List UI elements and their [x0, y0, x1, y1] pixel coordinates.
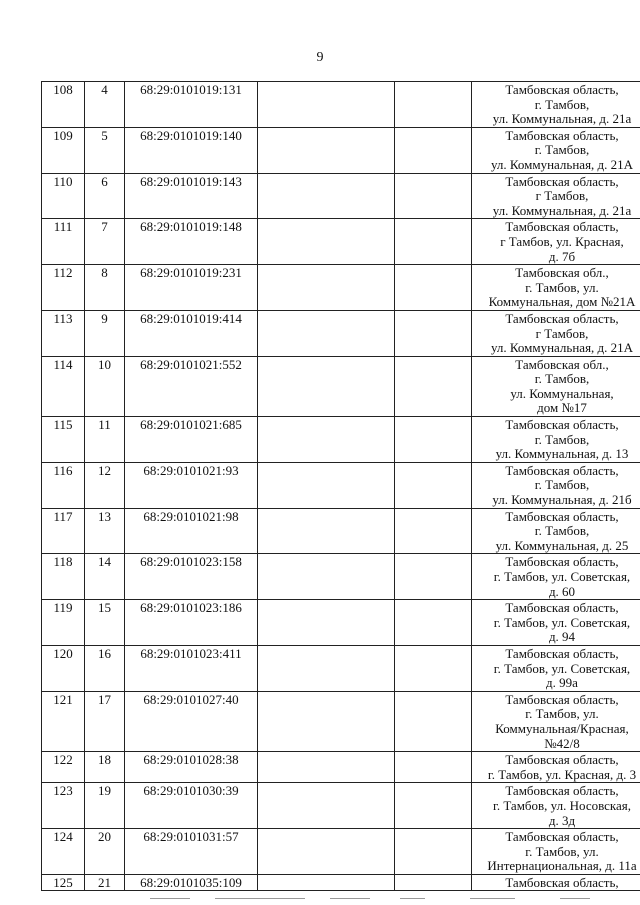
address-line: Тамбовская область,	[505, 462, 619, 478]
table-row	[42, 829, 640, 875]
empty-cell	[395, 829, 472, 875]
empty-cell	[258, 462, 395, 508]
empty-cell	[258, 874, 395, 891]
row-number-cell: 117	[42, 508, 85, 554]
sub-number-cell: 12	[85, 462, 125, 508]
address-line: ул. Коммунальная,	[510, 385, 614, 401]
address-line: г. Тамбов, ул. Советская,	[493, 569, 631, 584]
address-line: г. Тамбов,	[534, 142, 590, 158]
empty-cell	[258, 600, 395, 646]
cadastral-number-cell: 68:29:0101023:158	[125, 554, 258, 600]
cadastral-number-cell: 68:29:0101028:38	[125, 752, 258, 783]
row-number-cell: 124	[42, 829, 85, 875]
address-line: д. 99а	[546, 675, 578, 691]
empty-cell	[258, 554, 395, 600]
table-row	[42, 508, 640, 554]
address-line: Тамбовская область,	[505, 691, 619, 707]
address-line: Тамбовская область,	[505, 127, 619, 143]
land-plots-table	[41, 81, 640, 891]
address-cell	[472, 508, 640, 554]
empty-cell	[258, 645, 395, 691]
table-row	[42, 173, 640, 219]
empty-cell	[258, 265, 395, 311]
row-number-cell: 111	[42, 219, 85, 265]
address-cell	[472, 645, 640, 691]
row-number-cell: 120	[42, 645, 85, 691]
address-line: ул. Коммунальная, д. 21б	[492, 492, 632, 508]
address-line: №42/8	[544, 735, 580, 751]
empty-cell	[258, 219, 395, 265]
cadastral-number-cell: 68:29:0101023:411	[125, 645, 258, 691]
empty-cell	[395, 356, 472, 416]
table-row	[42, 127, 640, 173]
sub-number-cell: 7	[85, 219, 125, 265]
sub-number-cell: 15	[85, 600, 125, 646]
empty-cell	[395, 874, 472, 891]
cadastral-number-cell: 68:29:0101035:109	[125, 874, 258, 891]
address-cell	[472, 127, 640, 173]
empty-cell	[395, 417, 472, 463]
address-cell	[472, 82, 640, 128]
table-row	[42, 219, 640, 265]
row-number-cell: 109	[42, 127, 85, 173]
sub-number-cell: 17	[85, 691, 125, 751]
sub-number-cell: 5	[85, 127, 125, 173]
table-row	[42, 265, 640, 311]
address-cell	[472, 219, 640, 265]
sub-number-cell: 4	[85, 82, 125, 128]
address-cell	[472, 874, 640, 891]
sub-number-cell: 11	[85, 417, 125, 463]
empty-cell	[258, 783, 395, 829]
address-line: Тамбовская область,	[505, 554, 619, 570]
row-number-cell: 113	[42, 310, 85, 356]
table-row	[42, 356, 640, 416]
row-number-cell: 108	[42, 82, 85, 128]
sub-number-cell: 19	[85, 783, 125, 829]
table-row	[42, 310, 640, 356]
address-line: дом №17	[537, 400, 587, 416]
address-line: Тамбовская область,	[505, 173, 619, 189]
address-line: ул. Коммунальная, д. 13	[495, 446, 629, 462]
address-line: ул. Коммунальная, д. 25	[495, 537, 629, 553]
empty-cell	[258, 310, 395, 356]
table-row	[42, 417, 640, 463]
page-number: 9	[316, 50, 324, 65]
address-line: Тамбовская область,	[505, 645, 619, 661]
address-line: д. 7б	[548, 248, 576, 264]
address-line: г. Тамбов, ул. Красная, д. 3	[487, 766, 637, 782]
cadastral-number-cell: 68:29:0101030:39	[125, 783, 258, 829]
address-line: г. Тамбов, ул.	[525, 279, 599, 295]
sub-number-cell: 20	[85, 829, 125, 875]
cadastral-number-cell: 68:29:0101031:57	[125, 829, 258, 875]
address-cell	[472, 752, 640, 783]
address-line: д. 60	[548, 583, 576, 599]
sub-number-cell: 9	[85, 310, 125, 356]
address-line: Интернациональная, д. 11а	[487, 858, 637, 874]
row-number-cell: 119	[42, 600, 85, 646]
address-cell	[472, 265, 640, 311]
address-line: г. Тамбов,	[534, 431, 590, 447]
address-line: Тамбовская обл.,	[515, 356, 609, 372]
address-line: Тамбовская область,	[505, 508, 619, 524]
address-line: д. 94	[548, 629, 576, 645]
cadastral-number-cell: 68:29:0101019:140	[125, 127, 258, 173]
table-row	[42, 874, 640, 891]
empty-cell	[395, 127, 472, 173]
address-line: Тамбовская область,	[505, 829, 619, 845]
cadastral-number-cell: 68:29:0101021:552	[125, 356, 258, 416]
address-line: г. Тамбов, ул.	[525, 843, 599, 859]
address-line: Тамбовская область,	[505, 219, 619, 235]
empty-cell	[395, 82, 472, 128]
table-body	[42, 82, 640, 891]
sub-number-cell: 8	[85, 265, 125, 311]
cadastral-number-cell: 68:29:0101019:148	[125, 219, 258, 265]
cadastral-number-cell: 68:29:0101019:414	[125, 310, 258, 356]
cadastral-number-cell: 68:29:0101019:231	[125, 265, 258, 311]
address-line: Тамбовская область,	[505, 82, 619, 97]
table-row	[42, 691, 640, 751]
empty-cell	[395, 265, 472, 311]
row-number-cell: 115	[42, 417, 85, 463]
empty-cell	[258, 752, 395, 783]
address-line: Тамбовская область,	[505, 783, 619, 799]
address-line: г. Тамбов, ул. Советская,	[493, 660, 631, 676]
address-line: д. 3д	[548, 812, 576, 828]
address-line: Тамбовская область,	[505, 752, 619, 768]
empty-cell	[258, 173, 395, 219]
address-line: г. Тамбов, ул. Советская,	[493, 614, 631, 630]
address-line: г Тамбов, ул. Красная,	[500, 233, 624, 249]
row-number-cell: 118	[42, 554, 85, 600]
empty-cell	[395, 310, 472, 356]
sub-number-cell: 21	[85, 874, 125, 891]
address-line: Тамбовская область,	[505, 417, 619, 433]
cadastral-number-cell: 68:29:0101019:143	[125, 173, 258, 219]
empty-cell	[395, 173, 472, 219]
empty-cell	[258, 356, 395, 416]
sub-number-cell: 18	[85, 752, 125, 783]
address-line: г Тамбов,	[535, 188, 589, 204]
row-number-cell: 121	[42, 691, 85, 751]
empty-cell	[258, 127, 395, 173]
address-cell	[472, 356, 640, 416]
cadastral-number-cell: 68:29:0101021:98	[125, 508, 258, 554]
cadastral-number-cell: 68:29:0101027:40	[125, 691, 258, 751]
address-cell	[472, 417, 640, 463]
table-row	[42, 645, 640, 691]
address-line: Тамбовская область,	[505, 310, 619, 326]
empty-cell	[395, 554, 472, 600]
address-line: г Тамбов,	[535, 325, 589, 341]
address-line: г. Тамбов,	[534, 523, 590, 539]
address-cell	[472, 600, 640, 646]
sub-number-cell: 6	[85, 173, 125, 219]
cadastral-number-cell: 68:29:0101019:131	[125, 82, 258, 128]
table-row	[42, 783, 640, 829]
empty-cell	[258, 82, 395, 128]
address-line: Тамбовская обл.,	[515, 265, 609, 281]
empty-cell	[395, 508, 472, 554]
empty-cell	[258, 417, 395, 463]
empty-cell	[395, 645, 472, 691]
row-number-cell: 123	[42, 783, 85, 829]
row-number-cell: 110	[42, 173, 85, 219]
address-cell	[472, 462, 640, 508]
empty-cell	[395, 691, 472, 751]
empty-cell	[395, 752, 472, 783]
sub-number-cell: 13	[85, 508, 125, 554]
row-number-cell: 125	[42, 874, 85, 891]
address-line: г. Тамбов,	[534, 477, 590, 493]
empty-cell	[395, 783, 472, 829]
row-number-cell: 114	[42, 356, 85, 416]
address-line: г. Тамбов, ул. Носовская,	[492, 797, 632, 813]
address-line: Коммунальная, дом №21А	[488, 294, 636, 310]
cadastral-number-cell: 68:29:0101023:186	[125, 600, 258, 646]
address-line: г. Тамбов, ул.	[525, 706, 599, 722]
table-row	[42, 752, 640, 783]
row-number-cell: 122	[42, 752, 85, 783]
address-line: Тамбовская область,	[505, 600, 619, 616]
address-line: г. Тамбов,	[534, 371, 590, 387]
empty-cell	[258, 691, 395, 751]
address-line: ул. Коммунальная, д. 21а	[492, 111, 632, 127]
address-line: Коммунальная/Красная,	[495, 720, 629, 736]
address-cell	[472, 783, 640, 829]
sub-number-cell: 16	[85, 645, 125, 691]
address-line: ул. Коммунальная, д. 21а	[492, 202, 632, 218]
cadastral-number-cell: 68:29:0101021:685	[125, 417, 258, 463]
address-line: г. Тамбов,	[534, 96, 590, 112]
scan-edge-marks	[0, 898, 640, 901]
table-row	[42, 600, 640, 646]
empty-cell	[395, 600, 472, 646]
address-line: ул. Коммунальная, д. 21А	[490, 156, 634, 172]
address-line: ул. Коммунальная, д. 21А	[490, 340, 634, 356]
table-row	[42, 82, 640, 128]
address-line: Тамбовская область,	[505, 874, 619, 890]
row-number-cell: 112	[42, 265, 85, 311]
empty-cell	[395, 462, 472, 508]
empty-cell	[395, 219, 472, 265]
cadastral-number-cell: 68:29:0101021:93	[125, 462, 258, 508]
empty-cell	[258, 829, 395, 875]
table-row	[42, 462, 640, 508]
sub-number-cell: 10	[85, 356, 125, 416]
address-cell	[472, 173, 640, 219]
address-cell	[472, 691, 640, 751]
address-cell	[472, 554, 640, 600]
row-number-cell: 116	[42, 462, 85, 508]
table-row	[42, 554, 640, 600]
sub-number-cell: 14	[85, 554, 125, 600]
empty-cell	[258, 508, 395, 554]
address-cell	[472, 829, 640, 875]
address-cell	[472, 310, 640, 356]
